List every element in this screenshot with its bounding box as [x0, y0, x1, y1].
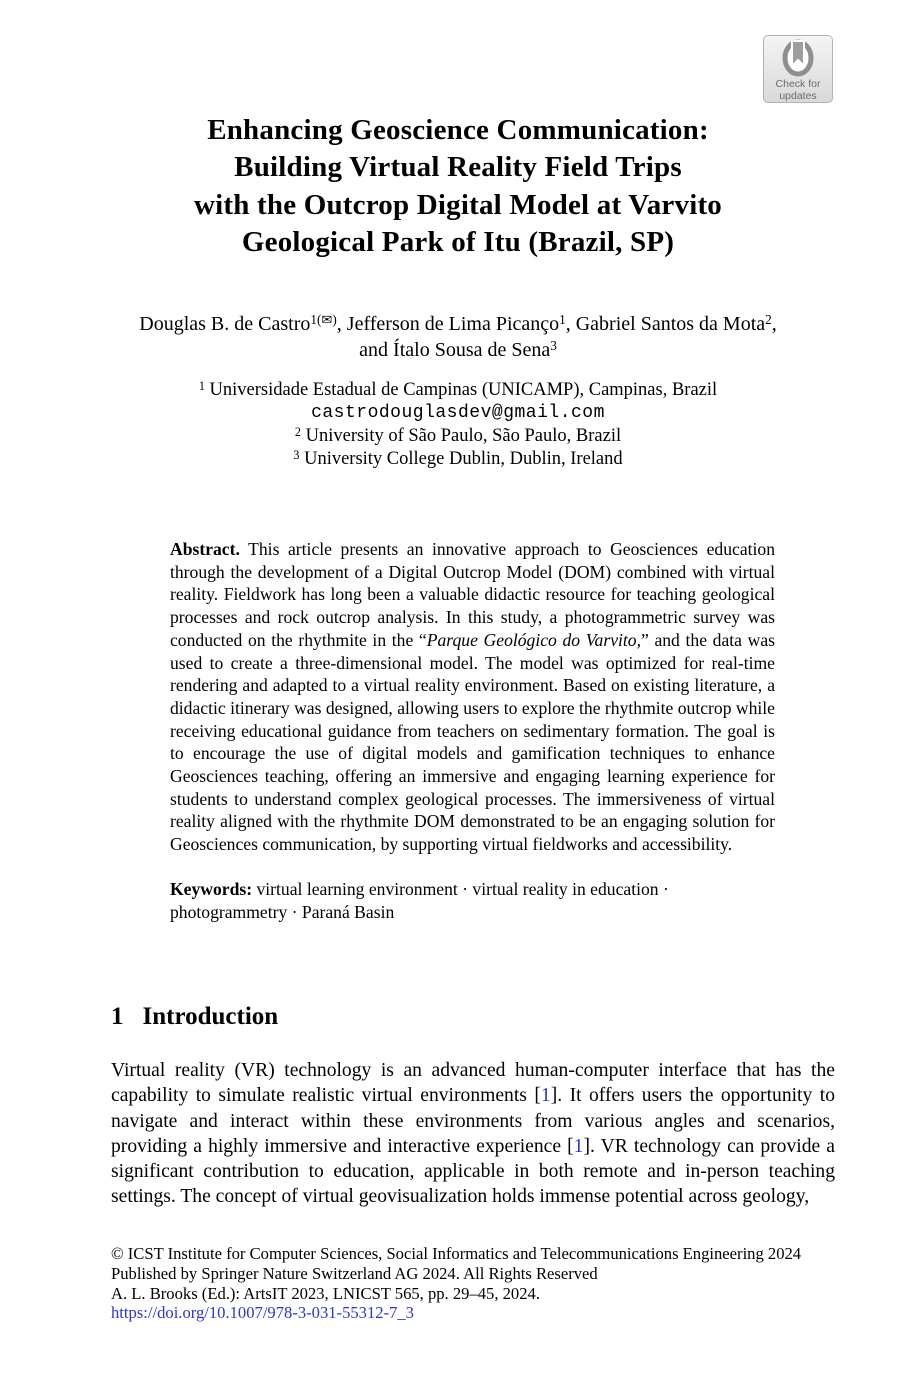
footer-editors: A. L. Brooks (Ed.): ArtsIT 2023, LNICST 565, pp. 29–45, 2024.	[111, 1283, 540, 1303]
author-separator: ,	[336, 313, 347, 335]
authors-line-1	[0, 311, 916, 337]
authors-line-2	[0, 337, 916, 363]
author-separator: ,	[565, 313, 576, 335]
author-and-prefix: and	[359, 339, 394, 361]
footer-copyright: © ICST Institute for Computer Sciences, Social Informatics and Telecommunications Engineering 2024	[111, 1244, 802, 1263]
affiliation-3	[0, 448, 916, 471]
keywords-paragraph	[170, 878, 775, 923]
citation-link-2[interactable]: 1	[573, 1135, 584, 1157]
abstract-paragraph	[170, 538, 775, 856]
citation-link-1[interactable]: 1	[540, 1085, 551, 1107]
affiliation-1	[0, 379, 916, 402]
intro-text-part2: ]. It offers users the opportunity to navigate and interact within these environments from various angles and scenarios, providing a highly immersive and interactive experience [	[111, 1085, 835, 1157]
affiliation-text-1: Universidade Estadual de Campinas (UNICAMP), Campinas, Brazil	[204, 380, 718, 400]
title-line-2: Building Virtual Reality Field Trips	[234, 151, 682, 184]
check-for-updates-badge[interactable]	[763, 35, 833, 103]
title-line-4: Geological Park of Itu (Brazil, SP)	[241, 226, 675, 259]
intro-text-part1: Virtual reality (VR) technology is an advanced human-computer interface that has the capability to simulate realistic virtual environments [	[111, 1060, 835, 1107]
section-1-heading	[111, 1003, 278, 1031]
badge-label-line1: Check for	[775, 78, 821, 90]
authors-block	[0, 311, 916, 363]
author-sup-4: 3	[550, 338, 557, 354]
author-sup-1: 1(✉)	[310, 312, 337, 328]
paper-title	[0, 112, 916, 262]
author-email: castrodouglasdev@gmail.com	[311, 403, 605, 423]
affiliation-2	[0, 425, 916, 448]
author-sup-3: 2	[765, 312, 772, 328]
footer-publisher: Published by Springer Nature Switzerland AG 2024. All Rights Reserved	[111, 1263, 598, 1283]
abstract-text-part2: ” and the data was used to create a three-dimensional model. The model was optimized for real-time rendering and adapted to a virtual reality environment. Based on existing literature, a didactic itinerary was designed, allowing users to explore the rhythmite outcrop while receiving educational guidance from teachers on sedimentary formation. The goal is to encourage the use of digital models and gamification techniques to enhance Geosciences teaching, offering an immersive and engaging learning experience for students to understand complex geological processes. The immersiveness of virtual reality aligned with the rhythmite DOM demonstrated to be an engaging solution for Geosciences communication, by supporting virtual fieldworks and accessibility.	[170, 629, 775, 855]
section-number: 1	[111, 1003, 124, 1030]
badge-label-line2: updates	[779, 89, 817, 102]
intro-paragraph	[111, 1058, 835, 1210]
keywords-label: Keywords:	[170, 878, 253, 899]
footer-doi-link[interactable]: https://doi.org/10.1007/978-3-031-55312-7_3	[111, 1303, 414, 1323]
author-name-2: Jefferson de Lima Picanço	[346, 313, 560, 335]
abstract-block	[170, 538, 775, 923]
author-name-1: Douglas B. de Castro	[139, 313, 311, 335]
affiliation-sup-3: 3	[293, 447, 300, 462]
title-line-3: with the Outcrop Digital Model at Varvito	[193, 188, 723, 221]
abstract-italic-phrase: Parque Geológico do Varvito,	[426, 629, 641, 650]
affiliation-text-3: University College Dublin, Dublin, Ireland	[299, 449, 623, 469]
section-title: Introduction	[142, 1003, 279, 1030]
author-name-3: Gabriel Santos da Mota	[575, 313, 766, 335]
abstract-text-part1: This article presents an innovative approach to Geosciences education through the development of a Digital Outcrop Model (DOM) combined with virtual reality. Fieldwork has long been a valuable didactic resource for teaching geological processes and rock outcrop analysis. In this study, a photogrammetric survey was conducted on the rhythmite in the “	[170, 539, 775, 650]
affiliation-sup-1: 1	[198, 378, 205, 393]
affiliation-text-2: University of São Paulo, São Paulo, Brazil	[300, 426, 622, 446]
author-separator: ,	[771, 313, 777, 335]
title-line-1: Enhancing Geoscience Communication:	[207, 114, 709, 146]
affiliations-block	[0, 379, 916, 471]
affiliation-sup-2: 2	[294, 424, 301, 439]
author-name-4: Ítalo Sousa de Sena	[393, 339, 551, 361]
crossmark-icon	[764, 39, 832, 79]
keywords-text: virtual learning environment · virtual reality in education · photogrammetry · Paraná Basin	[170, 878, 669, 922]
intro-text-part3: ]. VR technology can provide a significant contribution to education, applicable in both remote and in-person teaching settings. The concept of virtual geovisualization holds immense potential across geology,	[111, 1135, 835, 1208]
footer-block	[111, 1244, 851, 1323]
abstract-label: Abstract.	[170, 539, 240, 559]
author-sup-2: 1	[559, 312, 566, 328]
